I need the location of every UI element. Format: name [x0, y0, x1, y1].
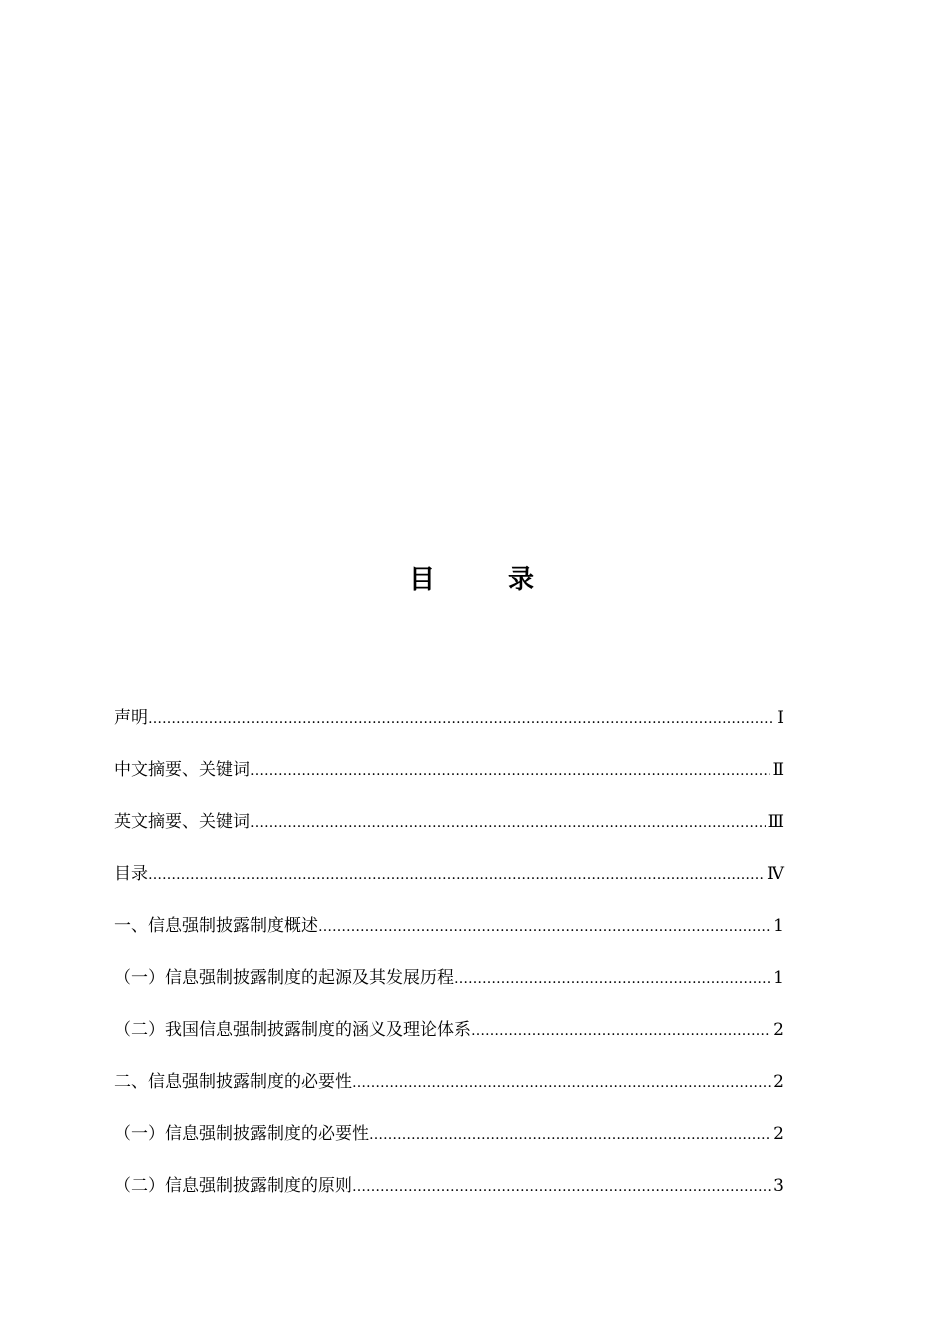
toc-entry-page: Ⅲ [767, 812, 784, 832]
toc-dot-leader [250, 805, 766, 841]
toc-entry-label: 目录 [114, 864, 148, 884]
toc-entry[interactable] [114, 1168, 784, 1220]
toc-entry[interactable] [114, 752, 784, 804]
toc-entry[interactable] [114, 804, 784, 856]
toc-entry[interactable] [114, 908, 784, 960]
toc-entry-label: （一）信息强制披露制度的起源及其发展历程 [114, 968, 454, 988]
toc-entry-page: 2 [773, 1020, 784, 1040]
toc-entry-label: 中文摘要、关键词 [114, 760, 250, 780]
toc-dot-leader [369, 1117, 771, 1153]
toc-dot-leader [318, 909, 771, 945]
toc-entry[interactable] [114, 856, 784, 908]
toc-title: 目 录 [408, 565, 567, 595]
toc-entry-label: 声明 [114, 708, 148, 728]
toc-entry-page: 2 [773, 1124, 784, 1144]
toc-entry-page: 1 [773, 968, 784, 988]
toc-entry-page: Ⅳ [767, 864, 784, 884]
toc-entry-page: Ⅰ [777, 708, 784, 728]
toc-entry-label: 一、信息强制披露制度概述 [114, 916, 318, 936]
toc-entry-label: （一）信息强制披露制度的必要性 [114, 1124, 369, 1144]
toc-dot-leader [352, 1169, 771, 1205]
toc-entry-label: 二、信息强制披露制度的必要性 [114, 1072, 352, 1092]
toc-entry-label: 英文摘要、关键词 [114, 812, 250, 832]
toc-entry[interactable] [114, 960, 784, 1012]
toc-entry[interactable] [114, 1012, 784, 1064]
toc-dot-leader [148, 857, 765, 893]
toc-entry-page: 2 [773, 1072, 784, 1092]
toc-entry-page: 1 [773, 916, 784, 936]
toc-list [114, 700, 784, 1220]
toc-dot-leader [250, 753, 770, 789]
toc-dot-leader [352, 1065, 771, 1101]
toc-entry-label: （二）信息强制披露制度的原则 [114, 1176, 352, 1196]
toc-entry-page: 3 [773, 1176, 784, 1196]
toc-dot-leader [148, 701, 772, 737]
toc-entry[interactable] [114, 700, 784, 752]
toc-entry-label: （二）我国信息强制披露制度的涵义及理论体系 [114, 1020, 471, 1040]
toc-entry-page: Ⅱ [772, 760, 784, 780]
toc-dot-leader [454, 961, 771, 997]
toc-dot-leader [471, 1013, 771, 1049]
toc-entry[interactable] [114, 1116, 784, 1168]
toc-entry[interactable] [114, 1064, 784, 1116]
